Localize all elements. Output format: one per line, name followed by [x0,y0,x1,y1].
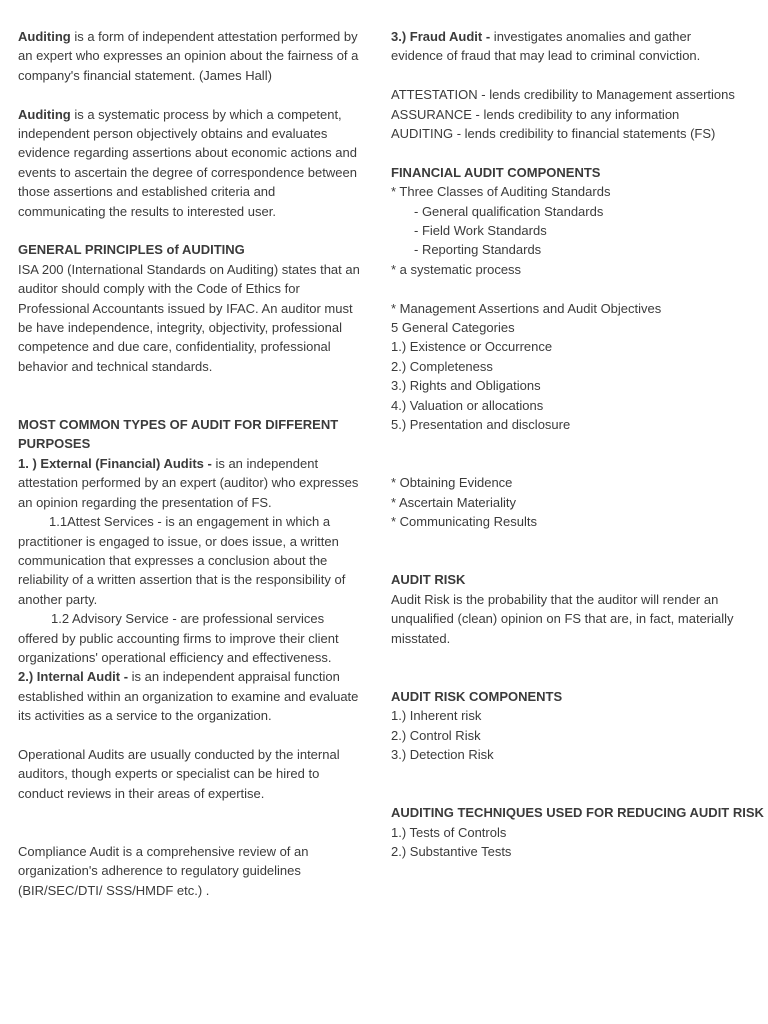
audit-risk-components-section [391,687,761,765]
auditing-definition: AUDITING - lends credibility to financial statements (FS) [391,126,716,142]
right-column [391,27,764,861]
text-line [18,454,380,473]
section-heading: AUDIT RISK [391,572,466,588]
fraud-audit-paragraph [391,27,761,66]
section-heading: GENERAL PRINCIPLES of AUDITING [18,242,245,258]
list-item: 3.) Detection Risk [391,746,494,762]
section-heading: PURPOSES [18,436,91,452]
general-principles-section [18,240,380,376]
text-line: communicating the results to interested user. [18,203,276,219]
management-assertions-section [391,299,761,435]
financial-audit-components-section [391,163,761,279]
text-line: organization's adherence to regulatory guidelines [18,863,301,879]
text-line: evidence of fraud that may lead to criminal conviction. [391,48,701,64]
list-item: 1.) Tests of Controls [391,824,507,840]
list-item: 3.) Rights and Obligations [391,378,541,394]
text-line: established within an organization to examine and evaluate [18,688,359,704]
text-line: ISA 200 (International Standards on Auditing) states that an [18,261,360,277]
text-span: investigates anomalies and gather [490,29,692,44]
external-audit-label: 1. ) External (Financial) Audits - [18,455,212,471]
text-span: is an independent [211,455,319,471]
text-line: organizations' operational efficiency and effectiveness. [18,649,332,665]
list-item: 5.) Presentation and disclosure [391,417,571,433]
list-item: 2.) Completeness [391,358,493,374]
text-line: Professional Accountants issued by IFAC. An auditor must [18,300,353,316]
text-line: Operational Audits are usually conducted by the internal [18,746,340,762]
list-item: 1.) Inherent risk [391,708,482,724]
assurance-definition: ASSURANCE - lends credibility to any information [391,106,680,122]
text-line: evidence regarding assertions about economic actions and [18,145,357,161]
list-item: 5 General Categories [391,320,515,336]
attest-services-line: 1.1Attest Services - is an engagement in which a [49,514,331,530]
section-heading: AUDIT RISK COMPONENTS [391,688,563,704]
text-line: be have independence, integrity, objectivity, professional [18,320,342,336]
text-line: events to ascertain the degree of correspondence between [18,164,357,180]
text-line: independent person objectively obtains and evaluates [18,126,328,142]
fraud-audit-label: 3.) Fraud Audit - [391,29,491,44]
text-line: Audit Risk is the probability that the auditor will render an [391,591,719,607]
text-line: attestation performed by an expert (auditor) who expresses [18,475,359,491]
list-item: * Three Classes of Auditing Standards [391,184,611,200]
text-line [18,667,380,686]
evidence-list [391,473,761,531]
list-item: - General qualification Standards [414,203,604,219]
attestation-definition: ATTESTATION - lends credibility to Management assertions [391,87,735,103]
internal-audit-label: 2.) Internal Audit - [18,669,129,685]
advisory-service-line: 1.2 Advisory Service - are professional services [51,611,325,627]
text-line: (BIR/SEC/DTI/ SSS/HMDF etc.) . [18,882,210,898]
text-line: behavior and technical standards. [18,358,213,374]
text-line: company's financial statement. (James Hall) [18,67,272,83]
list-item: 2.) Substantive Tests [391,843,512,859]
text-span: is an independent appraisal function [128,669,340,685]
section-heading: MOST COMMON TYPES OF AUDIT FOR DIFFERENT [18,417,339,433]
text-line: communication that expresses a conclusion about the [18,552,328,568]
text-line: its activities as a service to the organization. [18,708,272,724]
text-span: is a systematic process by which a competent, [70,106,342,122]
text-line: auditor should comply with the Code of Ethics for [18,281,300,297]
text-line: an expert who expresses an opinion about the fairness of a [18,48,359,64]
text-line: competence and due care, confidentiality, professional [18,339,331,355]
text-line [18,27,380,46]
list-item: 4.) Valuation or allocations [391,397,544,413]
list-item: * Obtaining Evidence [391,475,513,491]
list-item: 2.) Control Risk [391,727,481,743]
list-item: * Communicating Results [391,514,537,530]
text-line: misstated. [391,630,451,646]
list-item: - Reporting Standards [414,242,542,258]
text-line: those assertions and established criteria and [18,184,276,200]
auditing-definition-hall [18,27,380,85]
text-line: practitioner is engaged to issue, or does issue, a written [18,533,339,549]
audit-risk-section [391,570,761,648]
auditing-techniques-section [391,803,764,861]
text-line: reliability of a written assertion that is the responsibility of [18,572,346,588]
auditing-definition-systematic [18,105,380,221]
term-auditing: Auditing [18,29,71,44]
text-span: is a form of independent attestation performed by [70,29,358,44]
text-line: auditors, though experts or specialist can be hired to [18,766,320,782]
credibility-definitions [391,85,761,143]
text-line: another party. [18,591,98,607]
text-line: unqualified (clean) opinion on FS that are, in fact, materially [391,611,734,627]
audit-types-section [18,415,380,726]
section-heading: AUDITING TECHNIQUES USED FOR REDUCING AUDIT RISK [391,805,764,821]
section-heading: FINANCIAL AUDIT COMPONENTS [391,164,601,180]
list-item: * Management Assertions and Audit Objectives [391,300,662,316]
text-line: conduct reviews in their areas of expertise. [18,785,265,801]
text-line: offered by public accounting firms to improve their client [18,630,339,646]
list-item: * a systematic process [391,261,522,277]
text-line [18,105,380,124]
term-auditing: Auditing [18,106,71,122]
list-item: - Field Work Standards [414,223,547,239]
list-item: 1.) Existence or Occurrence [391,339,553,355]
operational-audits-paragraph [18,745,380,803]
text-line: Compliance Audit is a comprehensive review of an [18,843,309,859]
compliance-audit-paragraph [18,842,380,900]
text-line: an opinion regarding the presentation of FS. [18,494,272,510]
left-column [18,27,380,900]
text-line [391,27,761,46]
list-item: * Ascertain Materiality [391,494,516,510]
